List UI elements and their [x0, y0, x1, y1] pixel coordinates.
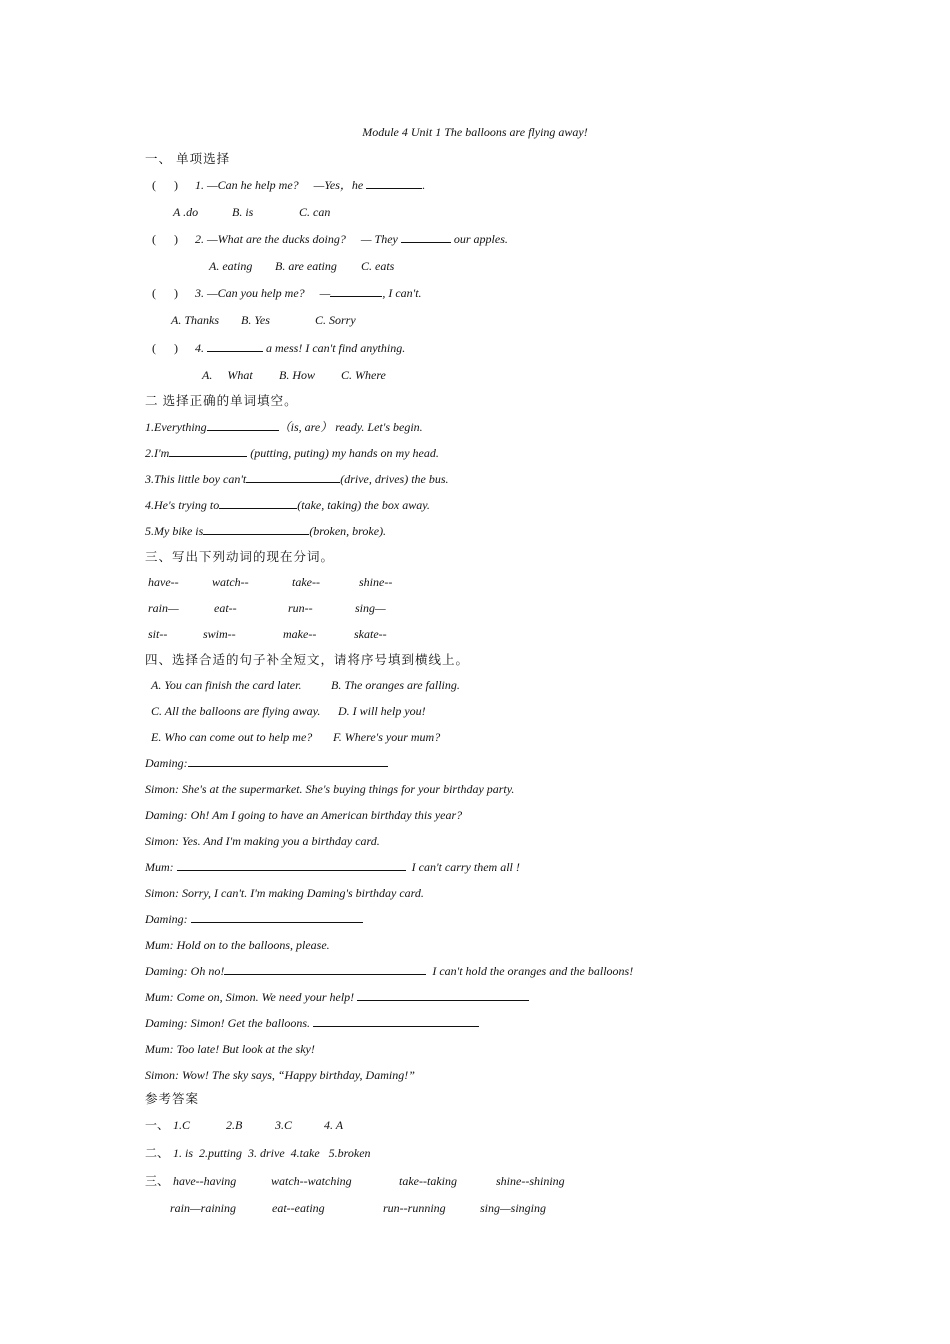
dialog-line	[145, 963, 633, 979]
q2-line	[195, 231, 508, 247]
q4-text: 4.	[195, 341, 204, 355]
q4-opt-a: A. What	[202, 368, 253, 382]
dialog-speaker: Daming:	[145, 912, 188, 926]
verb-cell[interactable]: make--	[283, 627, 317, 641]
q2-text: 2. —What are the ducks doing? — They	[195, 232, 398, 246]
verb-cell[interactable]: skate--	[354, 627, 387, 641]
verb-cell[interactable]: shine--	[359, 575, 393, 589]
dialog-line	[145, 755, 388, 771]
answer-1-item: 3.C	[275, 1118, 293, 1132]
fill-item-3-post: (drive, drives) the bus.	[340, 472, 449, 486]
fill-item-5-pre: 5.My bike is	[145, 524, 204, 538]
option-d: D. I will help you!	[338, 704, 426, 718]
verb-cell[interactable]: eat--	[214, 601, 237, 615]
q2-opt-a: A. eating	[209, 259, 253, 273]
answer-3-item: shine--shining	[496, 1174, 565, 1188]
q2-end: our apples.	[453, 232, 508, 246]
dialog-line: Simon: Sorry, I can't. I'm making Daming's birthday card.	[145, 886, 424, 900]
answer-1-label: 一、	[145, 1118, 170, 1132]
dialog-blank[interactable]	[191, 911, 363, 923]
q4-line	[195, 340, 405, 356]
dialog-blank[interactable]	[357, 989, 529, 1001]
dialog-line	[145, 1015, 479, 1031]
fill-item-2-post: (putting, puting) my hands on my head.	[250, 446, 439, 460]
dialog-speaker: Daming: Oh no!	[145, 964, 225, 978]
option-f: F. Where's your mum?	[333, 730, 441, 744]
q3-opt-a: A. Thanks	[171, 313, 219, 327]
q3-blank[interactable]	[330, 285, 382, 297]
section-2-heading: 二 选择正确的单词填空。	[145, 394, 298, 408]
q1-text: 1. —Can he help me? —Yes，he	[195, 178, 364, 192]
q2-opt-b: B. are eating	[275, 259, 337, 273]
q3-line	[195, 285, 422, 301]
dialog-line	[145, 859, 520, 875]
q2-blank[interactable]	[401, 231, 451, 243]
q4-opt-b: B. How	[279, 368, 315, 382]
answer-1-item: 2.B	[226, 1118, 243, 1132]
fill-item-2-blank[interactable]	[169, 445, 247, 457]
q3-opt-c: C. Sorry	[315, 313, 356, 327]
q1-opt-c: C. can	[299, 205, 331, 219]
answers-heading: 参考答案	[145, 1092, 200, 1106]
answer-3-item: run--running	[383, 1201, 446, 1215]
answer-3-label: 三、	[145, 1174, 170, 1188]
answer-3-item: sing—singing	[480, 1201, 547, 1215]
dialog-speaker: Daming:	[145, 756, 188, 770]
fill-item-4-blank[interactable]	[219, 497, 297, 509]
answer-3-item: watch--watching	[271, 1174, 352, 1188]
verb-cell[interactable]: watch--	[212, 575, 249, 589]
verb-cell[interactable]: have--	[148, 575, 179, 589]
fill-item-3-pre: 3.This little boy can't	[145, 472, 247, 486]
fill-item-1-post: （is, are） ready. Let's begin.	[278, 420, 423, 434]
q1-opt-b: B. is	[232, 205, 254, 219]
dialog-line: Daming: Oh! Am I going to have an American birthday this year?	[145, 808, 463, 822]
fill-item-5	[145, 523, 386, 539]
answer-2-text: 1. is 2.putting 3. drive 4.take 5.broken	[173, 1146, 371, 1160]
q4-blank[interactable]	[207, 340, 263, 352]
dialog-blank[interactable]	[188, 755, 388, 767]
answer-3-item: rain—raining	[170, 1201, 237, 1215]
q4-paren[interactable]: ( )	[152, 341, 178, 355]
fill-item-2	[145, 445, 439, 461]
dialog-line: Simon: Yes. And I'm making you a birthday card.	[145, 834, 380, 848]
answer-3-item: take--taking	[399, 1174, 457, 1188]
q3-end: , I can't.	[382, 286, 422, 300]
dialog-line	[145, 989, 529, 1005]
dialog-blank[interactable]	[177, 859, 406, 871]
dialog-line: Simon: Wow! The sky says, “Happy birthday, Daming!”	[145, 1068, 415, 1082]
verb-cell[interactable]: run--	[288, 601, 313, 615]
section-4-heading: 四、选择合适的句子补全短文，请将序号填到横线上。	[145, 653, 470, 667]
q1-line	[195, 177, 425, 193]
option-b: B. The oranges are falling.	[331, 678, 460, 692]
option-e: E. Who can come out to help me?	[151, 730, 313, 744]
q4-end: a mess! I can't find anything.	[266, 341, 406, 355]
verb-cell[interactable]: sing—	[355, 601, 386, 615]
q1-paren[interactable]: ( )	[152, 178, 178, 192]
fill-item-2-pre: 2.I'm	[145, 446, 170, 460]
fill-item-4	[145, 497, 430, 513]
dialog-speaker: Daming: Simon! Get the balloons.	[145, 1016, 310, 1030]
dialog-line: Mum: Hold on to the balloons, please.	[145, 938, 330, 952]
answer-2-label: 二、	[145, 1146, 170, 1160]
q1-opt-a: A .do	[173, 205, 199, 219]
dialog-line: Mum: Too late! But look at the sky!	[145, 1042, 315, 1056]
option-c: C. All the balloons are flying away.	[151, 704, 321, 718]
fill-item-4-post: (take, taking) the box away.	[297, 498, 430, 512]
dialog-speaker: Mum:	[145, 860, 174, 874]
fill-item-1-blank[interactable]	[207, 419, 279, 431]
verb-cell[interactable]: take--	[292, 575, 320, 589]
option-a: A. You can finish the card later.	[151, 678, 302, 692]
dialog-blank[interactable]	[224, 963, 426, 975]
q2-opt-c: C. eats	[361, 259, 395, 273]
q3-paren[interactable]: ( )	[152, 286, 178, 300]
page-title: Module 4 Unit 1 The balloons are flying away!	[362, 125, 588, 139]
q3-opt-b: B. Yes	[241, 313, 270, 327]
dialog-post: I can't hold the oranges and the balloons!	[432, 964, 634, 978]
q1-end: .	[422, 178, 426, 192]
verb-cell[interactable]: rain—	[148, 601, 179, 615]
q4-opt-c: C. Where	[341, 368, 386, 382]
q3-text: 3. —Can you help me? —	[195, 286, 331, 300]
fill-item-1-pre: 1.Everything	[145, 420, 207, 434]
fill-item-3	[145, 471, 449, 487]
answer-3-item: eat--eating	[272, 1201, 325, 1215]
dialog-post: I can't carry them all !	[411, 860, 520, 874]
fill-item-3-blank[interactable]	[246, 471, 340, 483]
q2-paren[interactable]: ( )	[152, 232, 178, 246]
verb-cell[interactable]: swim--	[203, 627, 236, 641]
dialog-speaker: Mum: Come on, Simon. We need your help!	[145, 990, 355, 1004]
fill-item-5-blank[interactable]	[203, 523, 309, 535]
section-3-heading: 三、写出下列动词的现在分词。	[145, 550, 335, 564]
fill-item-1	[145, 419, 423, 435]
dialog-line: Simon: She's at the supermarket. She's buying things for your birthday party.	[145, 782, 515, 796]
dialog-line	[145, 911, 363, 927]
answer-3-item: have--having	[173, 1174, 237, 1188]
dialog-blank[interactable]	[313, 1015, 479, 1027]
answer-1-item: 4. A	[324, 1118, 344, 1132]
q1-blank[interactable]	[366, 177, 422, 189]
verb-cell[interactable]: sit--	[148, 627, 168, 641]
section-1-heading: 一、 单项选择	[145, 152, 231, 166]
fill-item-4-pre: 4.He's trying to	[145, 498, 220, 512]
answer-1-item: 1.C	[173, 1118, 191, 1132]
fill-item-5-post: (broken, broke).	[309, 524, 387, 538]
